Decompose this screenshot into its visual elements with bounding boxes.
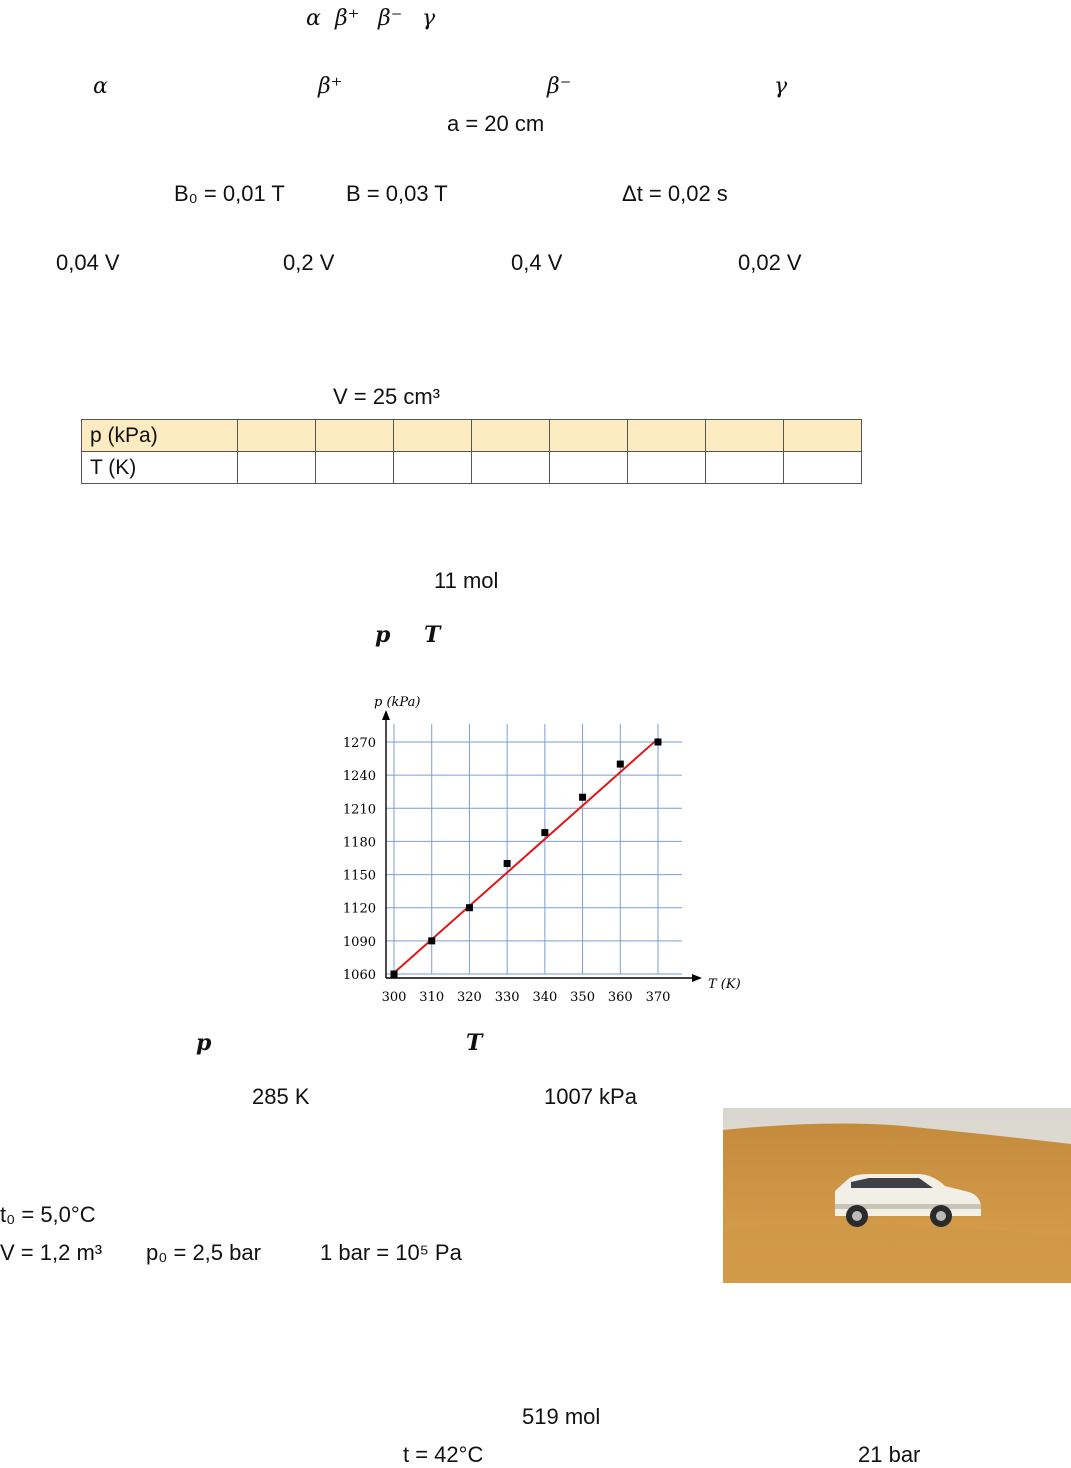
table-cell (628, 452, 706, 484)
pressure-value: 1007 kPa (544, 1084, 637, 1109)
field-b: B = 0,03 T (346, 181, 448, 206)
y-tick-label: 1090 (342, 934, 376, 950)
table-header-temperature: T (K) (82, 452, 238, 484)
data-point (655, 739, 662, 746)
data-point (504, 860, 511, 867)
x-tick-label: 320 (457, 990, 482, 1005)
option-b: β⁺ (318, 74, 343, 99)
tank-volume: V = 1,2 m³ (0, 1240, 103, 1265)
symbol-t-2: T (466, 1030, 483, 1056)
voltage-option-a: 0,04 V (56, 250, 120, 275)
table-row-temperature (82, 452, 862, 484)
data-point (391, 971, 398, 978)
chart-y-axis-label: p (kPa) (374, 695, 421, 710)
table-cell (706, 420, 784, 452)
voltage-option-b: 0,2 V (283, 250, 335, 275)
table-cell (706, 452, 784, 484)
data-point (428, 937, 435, 944)
y-tick-label: 1210 (342, 802, 376, 818)
bar-conversion: 1 bar = 10⁵ Pa (320, 1240, 462, 1265)
temperature-value: 285 K (252, 1084, 310, 1109)
option-a: α (93, 74, 108, 99)
option-d: γ (774, 74, 788, 99)
symbol-beta-plus-top: β⁺ (335, 6, 360, 31)
moles-answer-2: 519 mol (522, 1404, 601, 1429)
final-temperature: t = 42°C (403, 1442, 484, 1467)
table-cell (784, 452, 862, 484)
volume-value: V = 25 cm³ (333, 384, 440, 409)
distance-value: a = 20 cm (447, 111, 545, 136)
initial-pressure: p₀ = 2,5 bar (146, 1240, 261, 1265)
x-tick-label: 330 (494, 990, 520, 1005)
table-cell (394, 452, 472, 484)
table-cell (628, 420, 706, 452)
y-tick-label: 1180 (342, 835, 376, 851)
chart-points (391, 739, 662, 978)
x-tick-label: 360 (607, 990, 633, 1005)
x-tick-label: 310 (419, 990, 445, 1005)
desert-car-photo (723, 1108, 1071, 1283)
moles-answer: 11 mol (434, 568, 499, 593)
data-point (466, 904, 473, 911)
x-tick-label: 340 (532, 990, 558, 1005)
data-point (541, 829, 548, 836)
x-tick-label: 350 (570, 990, 595, 1005)
initial-temperature: t₀ = 5,0°C (0, 1202, 96, 1227)
y-tick-label: 1270 (342, 736, 376, 751)
table-cell (394, 420, 472, 452)
pressure-temperature-chart (330, 688, 750, 1013)
table-cell (316, 420, 394, 452)
table-cell (472, 452, 550, 484)
data-point (617, 761, 624, 768)
y-axis-arrow (382, 710, 390, 720)
symbol-p-2: p (196, 1030, 212, 1056)
table-header-pressure: p (kPa) (82, 420, 238, 452)
symbol-p: p (375, 622, 391, 648)
y-tick-label: 1120 (342, 901, 376, 917)
field-dt: Δt = 0,02 s (622, 181, 728, 206)
field-b0: B₀ = 0,01 T (174, 181, 285, 206)
pressure-temperature-table (81, 419, 862, 484)
table-cell (238, 452, 316, 484)
symbol-t: T (424, 622, 441, 648)
y-tick-label: 1240 (342, 769, 376, 785)
table-cell (550, 420, 628, 452)
table-cell (784, 420, 862, 452)
symbol-alpha-top: α (306, 6, 321, 31)
data-point (579, 794, 586, 801)
x-tick-label: 370 (645, 990, 671, 1005)
symbol-gamma-top: γ (422, 6, 436, 31)
table-cell (316, 452, 394, 484)
chart-x-axis-label: T (K) (708, 977, 741, 992)
voltage-option-d: 0,02 V (738, 250, 802, 275)
table-cell (550, 452, 628, 484)
final-pressure: 21 bar (858, 1442, 921, 1467)
y-tick-label: 1060 (342, 968, 376, 983)
table-cell (472, 420, 550, 452)
y-tick-label: 1150 (342, 868, 376, 884)
option-c: β⁻ (547, 74, 572, 99)
symbol-beta-minus-top: β⁻ (378, 6, 403, 31)
x-tick-label: 300 (381, 990, 407, 1005)
voltage-option-c: 0,4 V (511, 250, 563, 275)
table-cell (238, 420, 316, 452)
x-axis-arrow (692, 974, 702, 982)
table-row-pressure (82, 420, 862, 452)
